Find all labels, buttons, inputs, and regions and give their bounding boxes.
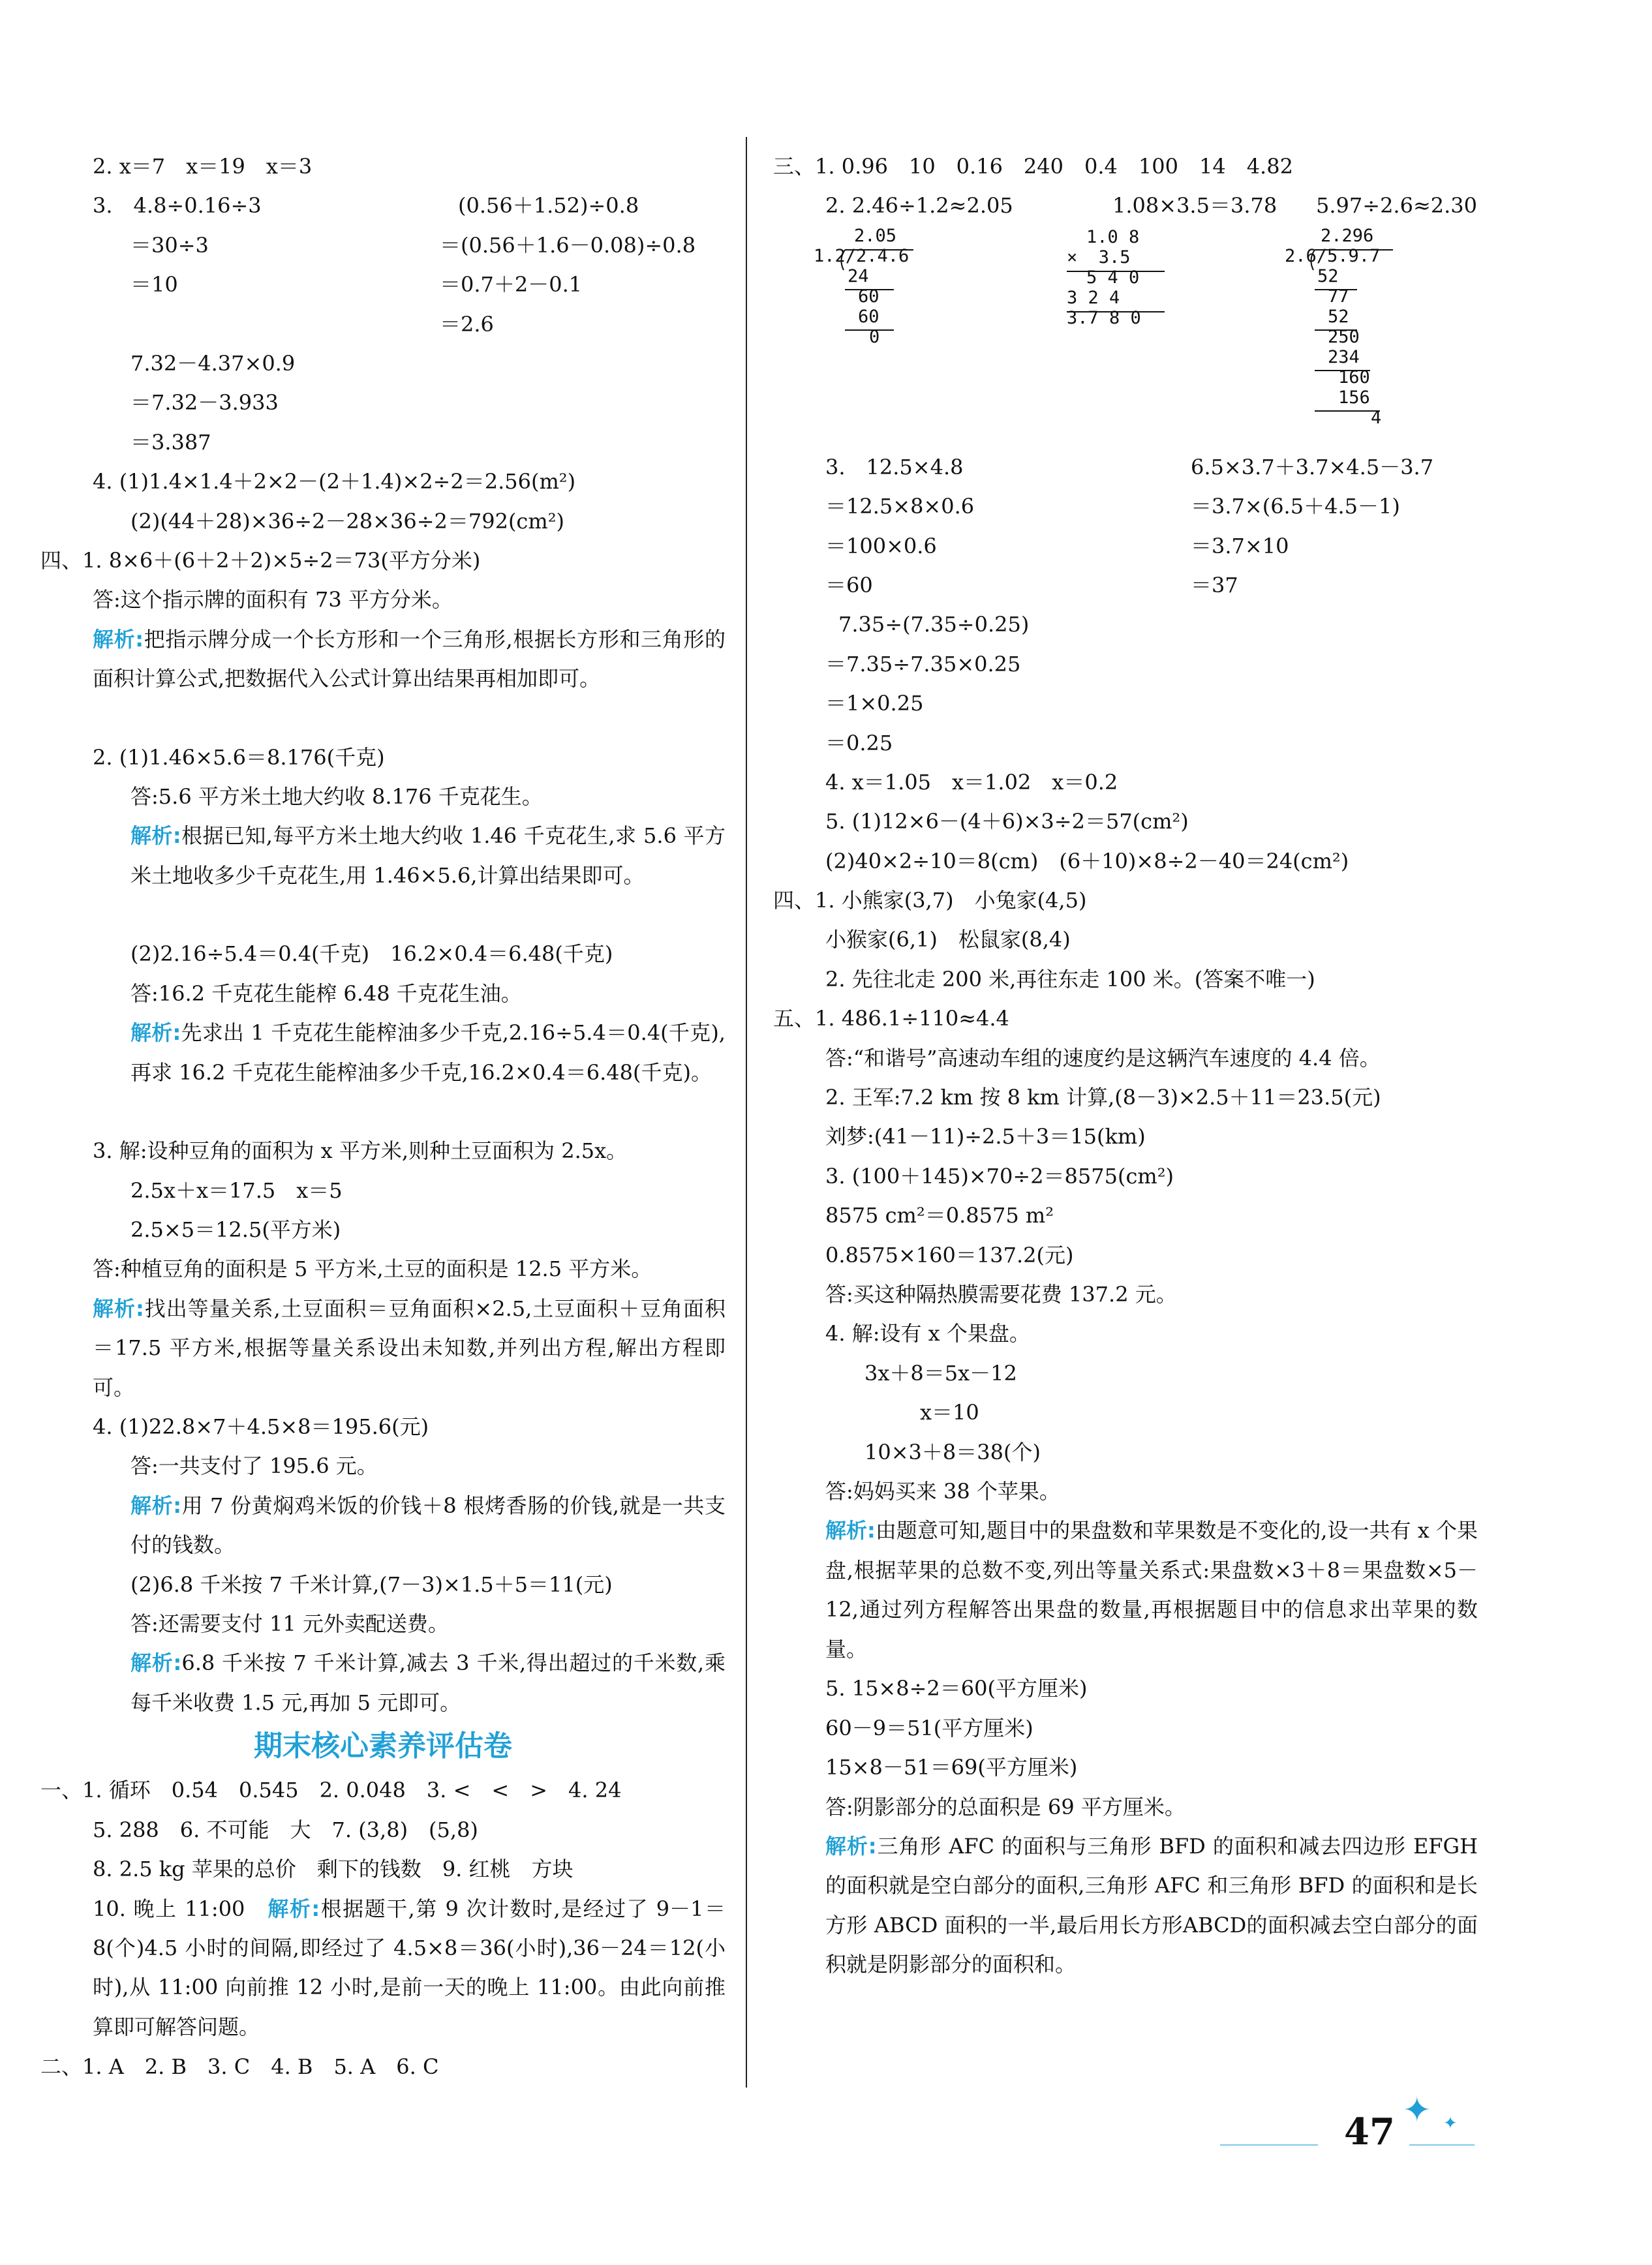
answer-line: ＝12.5×8×0.6 ＝3.7×(6.5＋4.5－1): [825, 494, 1400, 519]
answer-line: 答:16.2 千克花生能榨 6.48 千克花生油。: [130, 980, 522, 1006]
answer-line: 5. 288 6. 不可能 大 7. (3,8) (5,8): [93, 1817, 478, 1842]
footer-rule-left: [1220, 2144, 1318, 2146]
analysis-label: 解析:: [825, 1833, 877, 1859]
small-sparkle-icon: ✦: [1443, 2114, 1458, 2133]
analysis-block: 解析:根据已知,每平方米土地大约收 1.46 千克花生,求 5.6 平方米土地收多少千克花生,用 1.46×5.6,计算出结果即可。: [130, 823, 726, 888]
answer-line: 四、1. 8×6＋(6＋2＋2)×5÷2＝73(平方分米): [40, 547, 481, 573]
vertical-calculations: [773, 226, 1478, 448]
answer-line: ＝3.387: [130, 429, 211, 455]
answer-line: 4. (1)1.4×1.4＋2×2－(2＋1.4)×2÷2＝2.56(m²): [93, 469, 576, 494]
answer-line: 5. (1)12×6－(4＋6)×3÷2＝57(cm²): [825, 809, 1189, 834]
answer-line: 答:一共支付了 195.6 元。: [130, 1453, 378, 1479]
analysis-block: 解析:把指示牌分成一个长方形和一个三角形,根据长方形和三角形的面积计算公式,把数据代入公式计算出结果再相加即可。: [93, 626, 726, 692]
analysis-block: 解析:先求出 1 千克花生能榨油多少千克,2.16÷5.4＝0.4(千克),再求 16.2 千克花生能榨油多少千克,16.2×0.4＝6.48(千克)。: [130, 1020, 726, 1085]
section-title: 期末核心素养评估卷: [254, 1729, 512, 1763]
answer-line: 4. 解:设有 x 个果盘。: [825, 1321, 1030, 1346]
answer-line: ＝1×0.25: [825, 691, 924, 716]
answer-line: 2.5x＋x＝17.5 x＝5: [130, 1178, 343, 1203]
answer-line: 三、1. 0.96 10 0.16 240 0.4 100 14 4.82: [773, 154, 1293, 179]
answer-line: ＝10 ＝0.7＋2－0.1: [130, 272, 583, 297]
analysis-block: 解析:三角形 AFC 的面积与三角形 BFD 的面积和减去四边形 EFGH 的面积就是空白部分的面积,三角形 AFC 和三角形 BFD 的面积和是长方形 ABCD 面积的一半,最后用长方形ABCD的面积减去空白部分的面积就是阴影部分的面积和。: [825, 1833, 1478, 1977]
left-column: [40, 147, 726, 2086]
analysis-block: 解析:用 7 份黄焖鸡米饭的价钱＋8 根烤香肠的价钱,就是一共支付的钱数。: [130, 1493, 726, 1557]
answer-line: 答:还需要支付 11 元外卖配送费。: [130, 1611, 449, 1636]
answer-line: (2)(44＋28)×36÷2－28×36÷2＝792(cm²): [130, 508, 565, 534]
answer-line: ＝7.35÷7.35×0.25: [825, 651, 1021, 676]
analysis-label: 解析:: [130, 823, 181, 849]
answer-line: 答:阴影部分的总面积是 69 平方厘米。: [825, 1794, 1185, 1819]
answer-line: 2. 2.46÷1.2≈2.05 1.08×3.5＝3.78 5.97÷2.6≈2.30: [825, 193, 1478, 219]
analysis-label: 解析:: [130, 1650, 182, 1676]
answer-line: 2. (1)1.46×5.6＝8.176(千克): [93, 744, 385, 770]
answer-line: 0.8575×160＝137.2(元): [825, 1242, 1074, 1268]
sparkle-icon: ✦: [1403, 2091, 1431, 2130]
answer-line: 2. x＝7 x＝19 x＝3: [93, 154, 313, 179]
calc-division-2: 2.296 2.6/5.9.7 52 77 52 250 234 160 156 4: [1285, 225, 1382, 428]
answer-line: 答:妈妈买来 38 个苹果。: [825, 1478, 1060, 1504]
answer-line: 刘梦:(41－11)÷2.5＋3＝15(km): [825, 1124, 1146, 1149]
answer-line: ＝0.25: [825, 730, 893, 755]
answer-line: 7.35÷(7.35÷0.25): [838, 612, 1030, 637]
answer-line: ＝100×0.6 ＝3.7×10: [825, 533, 1289, 558]
answer-line: 答:种植豆角的面积是 5 平方米,土豆的面积是 12.5 平方米。: [93, 1256, 652, 1282]
answer-line: 3. 12.5×4.8 6.5×3.7＋3.7×4.5－3.7: [825, 454, 1434, 479]
page-number: 47: [1344, 2110, 1395, 2153]
answer-line: 2. 王军:7.2 km 按 8 km 计算,(8－3)×2.5＋11＝23.5(元): [825, 1085, 1381, 1110]
footer-rule-right: [1409, 2144, 1475, 2146]
analysis-block: 解析:由题意可知,题目中的果盘数和苹果数是不变化的,设一共有 x 个果盘,根据苹果的总数不变,列出等量关系式:果盘数×3＋8＝果盘数×5－12,通过列方程解答出果盘的数量,再根据题目中的信息求出苹果的数量。: [825, 1518, 1478, 1662]
answer-line: 4. x＝1.05 x＝1.02 x＝0.2: [825, 769, 1118, 795]
answer-line: ＝2.6: [440, 311, 494, 337]
answer-line: ＝7.32－3.933: [130, 390, 279, 416]
answer-line: 7.32－4.37×0.9: [130, 350, 296, 376]
answer-line: 答:这个指示牌的面积有 73 平方分米。: [93, 587, 453, 613]
calc-multiplication: 1.0 8 × 3.5 5 4 0 3 2 4 3.7 8 0: [1067, 226, 1141, 328]
answer-line: 3. 解:设种豆角的面积为 x 平方米,则种土豆面积为 2.5x。: [93, 1138, 628, 1164]
answer-line: ＝30÷3 ＝(0.56＋1.6－0.08)÷0.8: [130, 232, 696, 258]
answer-line: 答:买这种隔热膜需要花费 137.2 元。: [825, 1281, 1177, 1307]
analysis-block: 解析:6.8 千米按 7 千米计算,减去 3 千米,得出超过的千米数,乘每千米收费 1.5 元,再加 5 元即可。: [130, 1650, 726, 1715]
calc-division-1: 2.05 1.2/2.4.6 24 60 60 0: [814, 225, 910, 347]
answer-line: 60－9＝51(平方厘米): [825, 1715, 1033, 1741]
answer-line: 15×8－51＝69(平方厘米): [825, 1755, 1078, 1780]
answer-line: 4. (1)22.8×7＋4.5×8＝195.6(元): [93, 1414, 429, 1439]
analysis-block: 解析:找出等量关系,土豆面积＝豆角面积×2.5,土豆面积＋豆角面积＝17.5 平方米,根据等量关系设出未知数,并列出方程,解出方程即可。: [93, 1296, 726, 1400]
analysis-label: 解析:: [825, 1518, 876, 1543]
answer-line: 2.5×5＝12.5(平方米): [130, 1217, 341, 1243]
answer-line: 二、1. A 2. B 3. C 4. B 5. A 6. C: [40, 2054, 439, 2079]
answer-line: 5. 15×8÷2＝60(平方厘米): [825, 1676, 1088, 1701]
analysis-label: 解析:: [130, 1493, 182, 1518]
analysis-label: 解析:: [93, 626, 144, 652]
answer-line: 2. 先往北走 200 米,再往东走 100 米。(答案不唯一): [825, 966, 1315, 992]
analysis-block: 10. 晚上 11:00 解析:根据题干,第 9 次计数时,是经过了 9－1＝8(个)4.5 小时的间隔,即经过了 4.5×8＝36(小时),36－24＝12(小时),从 11:00 向前推 12 小时,是前一天的晚上 11:00。由此向前推算即可解答问题。: [93, 1896, 726, 2039]
answer-line: 3. 4.8÷0.16÷3 (0.56＋1.52)÷0.8: [93, 193, 639, 219]
right-column: [773, 147, 1478, 2024]
answer-line: 10×3＋8＝38(个): [864, 1439, 1041, 1465]
answer-line: 答:“和谐号”高速动车组的速度约是这辆汽车速度的 4.4 倍。: [825, 1045, 1381, 1071]
analysis-label: 解析:: [93, 1296, 144, 1321]
answer-line: x＝10: [920, 1400, 979, 1425]
answer-line: 小猴家(6,1) 松鼠家(8,4): [825, 927, 1071, 952]
analysis-label: 解析:: [268, 1896, 320, 1921]
answer-line: (2)40×2÷10＝8(cm) (6＋10)×8÷2－40＝24(cm²): [825, 848, 1349, 874]
answer-line: ＝60 ＝37: [825, 572, 1238, 598]
column-divider: [746, 137, 747, 2088]
answer-line: 3. (100＋145)×70÷2＝8575(cm²): [825, 1163, 1174, 1189]
answer-line: 8. 2.5 kg 苹果的总价 剩下的钱数 9. 红桃 方块: [93, 1857, 574, 1882]
answer-line: 3x＋8＝5x－12: [864, 1360, 1017, 1386]
answer-line: 五、1. 486.1÷110≈4.4: [773, 1006, 1009, 1031]
answer-line: 一、1. 循环 0.5̇4̇ 0.545 2. 0.048 3. < < > 4. 24: [40, 1778, 622, 1803]
answer-line: (2)6.8 千米按 7 千米计算,(7－3)×1.5＋5＝11(元): [130, 1572, 613, 1597]
answer-line: 8575 cm²＝0.8575 m²: [825, 1203, 1054, 1228]
answer-line: (2)2.16÷5.4＝0.4(千克) 16.2×0.4＝6.48(千克): [130, 941, 613, 967]
answer-line: 答:5.6 平方米土地大约收 8.176 千克花生。: [130, 784, 543, 810]
answer-line: 四、1. 小熊家(3,7) 小兔家(4,5): [773, 888, 1087, 913]
analysis-label: 解析:: [130, 1020, 181, 1046]
